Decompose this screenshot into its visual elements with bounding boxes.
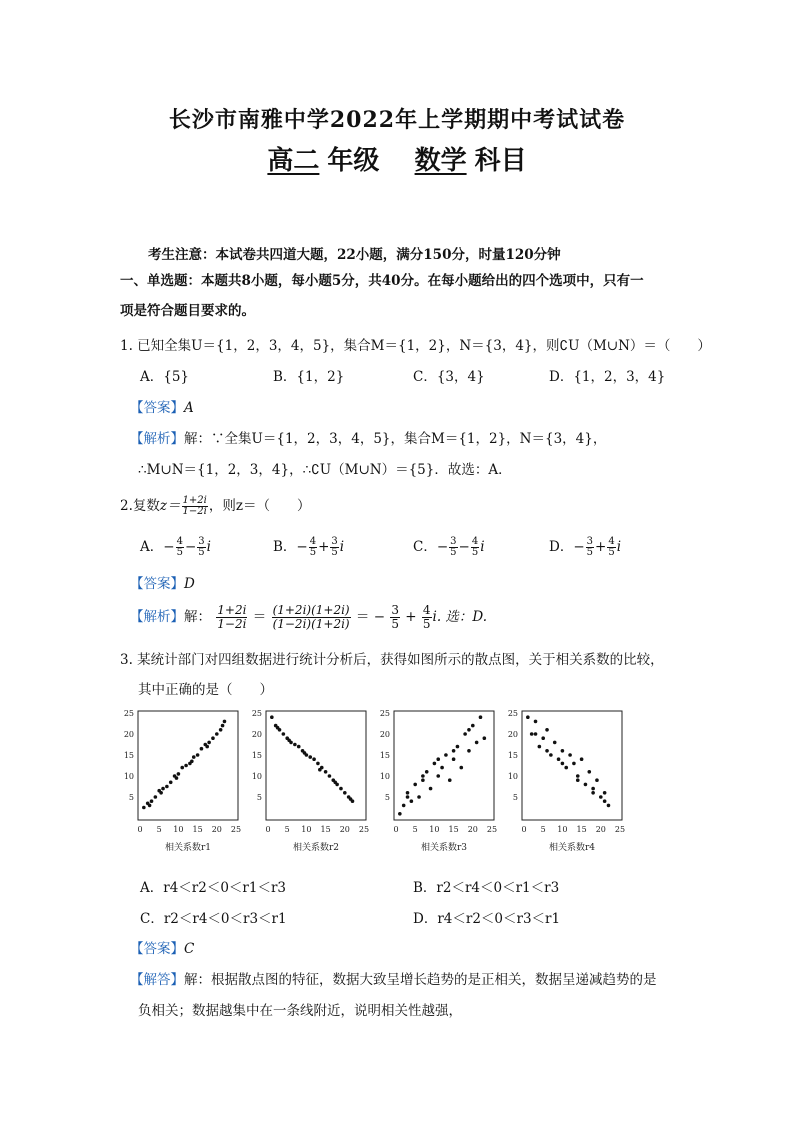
q2-option-label: A．	[140, 539, 164, 555]
q2-option-frac2-num: 4	[608, 536, 615, 547]
q2-option-frac1	[449, 537, 457, 558]
q2-analysis-tag: 【解析】	[130, 609, 184, 625]
y-tick-label: 20	[251, 730, 262, 739]
scatter-point	[456, 745, 460, 749]
q2-option-label: B．	[273, 539, 297, 555]
q1-stem: 1. 已知全集U＝{1，2，3，4，5}，集合M＝{1，2}，N＝{3，4}，则∁U（M∪N）＝（ ）	[120, 338, 711, 354]
q3-option-d: D．r4＜r2＜0＜r3＜r1	[413, 911, 561, 927]
scatter-point	[534, 720, 538, 724]
scatter-point	[406, 791, 410, 795]
x-tick-label: 25	[358, 825, 370, 834]
scatter-point	[436, 774, 440, 778]
scatter-point	[561, 762, 565, 766]
q2-option-frac2-num: 4	[471, 536, 479, 547]
scatter-point	[184, 764, 188, 768]
scatter-point	[429, 787, 433, 791]
q2-analysis-frac4	[422, 604, 432, 631]
q2-answer-value: D	[184, 576, 195, 592]
y-tick-label: 5	[512, 793, 518, 802]
x-tick-label: 20	[467, 825, 478, 834]
scatter-point	[154, 795, 158, 799]
scatter-point	[339, 787, 343, 791]
scatter-point	[303, 751, 307, 755]
scatter-point	[557, 757, 561, 761]
scatter-point	[483, 736, 487, 740]
q2-analysis-prefix: 解：	[184, 609, 211, 625]
scatter-point	[410, 799, 414, 803]
q1-option-b: B．{1，2}	[273, 369, 345, 385]
q3-stem-line2: 其中正确的是（ ）	[138, 682, 273, 698]
plot-frame	[522, 711, 622, 820]
grade-suffix: 年级	[327, 146, 380, 176]
q1-answer-value: A	[184, 400, 194, 416]
q2-option-i: i	[206, 539, 211, 555]
x-tick-label: 0	[521, 825, 527, 834]
q2-option-frac1	[176, 537, 184, 558]
scatter-point	[297, 745, 301, 749]
x-tick-label: 5	[284, 825, 290, 834]
q3-option-c: C．r2＜r4＜0＜r3＜r1	[140, 911, 287, 927]
q2-analysis-suffix: i. 选：D.	[432, 609, 488, 625]
scatter-point	[175, 776, 179, 780]
q2-option-frac2	[471, 537, 479, 558]
x-tick-label: 5	[540, 825, 546, 834]
q2-analysis-frac3-den: 5	[391, 617, 399, 631]
y-tick-label: 15	[507, 751, 518, 760]
x-tick-label: 0	[137, 825, 143, 834]
q2-analysis-frac2-den: (1−2i)(1+2i)	[272, 617, 350, 631]
scatter-point	[421, 778, 425, 782]
q2-option-frac1	[309, 537, 317, 558]
y-tick-label: 25	[379, 709, 390, 718]
q3-answer	[130, 937, 194, 957]
exam-notice: 考生注意：本试卷共四道大题，22小题，满分150分，时量120分钟	[148, 247, 561, 263]
q2-option-i: i	[339, 539, 345, 555]
scatter-point	[591, 787, 595, 791]
q2-option-label: C．	[413, 539, 437, 555]
q2-option-op: +	[318, 539, 330, 555]
q1-analysis-line1	[130, 427, 606, 447]
y-tick-label: 15	[123, 751, 134, 760]
q2-option-label: D．	[549, 539, 574, 555]
scatter-point	[572, 762, 576, 766]
scatter-point	[584, 783, 588, 787]
scatter-point	[219, 728, 223, 732]
scatter-point	[534, 732, 538, 736]
q2-analysis-frac1	[216, 604, 247, 631]
q2-option-frac2-den: 5	[471, 547, 479, 558]
scatter-point	[421, 774, 425, 778]
x-tick-label: 15	[576, 825, 587, 834]
q2-option-frac2-den: 5	[331, 547, 338, 558]
scatter-point	[161, 787, 165, 791]
q2-option-sign: −	[573, 539, 585, 555]
grade-value: 高二	[267, 146, 320, 176]
scatter-point	[293, 743, 297, 747]
q2-option-op: +	[595, 539, 607, 555]
x-tick-label: 15	[448, 825, 459, 834]
x-tick-label: 15	[192, 825, 203, 834]
x-tick-label: 5	[156, 825, 162, 834]
scatter-point	[169, 781, 173, 785]
x-axis-label: 相关系数r4	[548, 843, 596, 853]
q2-option-frac2-num: 3	[198, 536, 205, 547]
scatter-point	[316, 762, 320, 766]
scatter-point	[150, 799, 154, 803]
q2-option-frac1	[586, 537, 594, 558]
scatter-point	[312, 757, 316, 761]
q3-answer-value: C	[184, 941, 195, 957]
x-tick-label: 5	[412, 825, 418, 834]
x-tick-label: 25	[614, 825, 626, 834]
scatter-point	[471, 724, 475, 728]
subject-value: 数学	[414, 146, 467, 176]
scatter-point	[413, 783, 417, 787]
x-tick-label: 20	[211, 825, 222, 834]
section1-instruction-line1: 一、单选题：本题共8小题，每小题5分，共40分。在每小题给出的四个选项中，只有一	[120, 273, 644, 289]
x-tick-label: 15	[320, 825, 331, 834]
q2-option-frac1-num: 3	[586, 536, 594, 547]
q1-option-c: C．{3，4}	[413, 369, 485, 385]
q3-option-b: B．r2＜r4＜0＜r1＜r3	[413, 880, 560, 896]
y-tick-label: 25	[251, 709, 262, 718]
section1-instruction-line2: 项是符合题目要求的。	[120, 303, 255, 319]
q3-analysis-line1	[130, 968, 657, 988]
q3-answer-tag: 【答案】	[130, 941, 184, 957]
q2-option-frac1-den: 5	[309, 547, 317, 558]
q2-stem	[120, 494, 310, 517]
q3-analysis-text1: 解：根据散点图的特征，数据大致呈增长趋势的是正相关，数据呈递减趋势的是	[184, 972, 657, 988]
scatter-point	[417, 795, 421, 799]
q2-option-i: i	[480, 539, 485, 555]
scatter-plot-3	[380, 709, 497, 853]
x-tick-label: 0	[393, 825, 399, 834]
y-tick-label: 25	[123, 709, 134, 718]
scatter-point	[603, 799, 607, 803]
q2-option-sign: −	[436, 539, 449, 555]
q2-stem-z: z＝	[159, 498, 181, 514]
x-tick-label: 10	[173, 825, 184, 834]
q2-option-c	[413, 535, 485, 558]
y-tick-label: 20	[507, 730, 518, 739]
y-tick-label: 20	[123, 730, 134, 739]
q2-option-b	[273, 535, 344, 558]
scatter-point	[595, 778, 599, 782]
scatter-point	[270, 715, 274, 719]
scatter-point	[282, 732, 286, 736]
scatter-point	[324, 770, 328, 774]
q3-stem-line1: 3. 某统计部门对四组数据进行统计分析后，获得如图所示的散点图，关于相关系数的比较，	[120, 652, 664, 668]
scatter-point	[159, 791, 163, 795]
scatter-point	[459, 766, 463, 770]
scatter-point	[276, 726, 280, 730]
scatter-point	[576, 774, 580, 778]
scatter-point	[564, 766, 568, 770]
q1-analysis-line2: ∴M∪N＝{1，2，3，4}，∴∁U（M∪N）＝{5}．故选：A．	[138, 462, 512, 478]
x-tick-label: 10	[429, 825, 440, 834]
scatter-point	[436, 757, 440, 761]
scatter-point	[192, 755, 196, 759]
q2-option-sign: −	[296, 539, 308, 555]
scatter-point	[343, 791, 347, 795]
scatter-point	[452, 757, 456, 761]
scatter-point	[467, 749, 471, 753]
y-tick-label: 5	[128, 793, 134, 802]
q2-analysis-frac2	[272, 604, 351, 631]
q1-analysis-text1: 解：∵全集U＝{1，2，3，4，5}，集合M＝{1，2}，N＝{3，4}，	[184, 431, 607, 447]
y-tick-label: 25	[507, 709, 518, 718]
q1-analysis-tag: 【解析】	[130, 431, 184, 447]
scatter-plot-2	[252, 709, 369, 853]
q2-stem-den: 1−2i	[182, 506, 207, 517]
q2-analysis-frac4-den: 5	[422, 617, 431, 631]
x-axis-label: 相关系数r1	[164, 843, 212, 853]
scatter-point	[148, 804, 152, 808]
y-tick-label: 10	[507, 772, 518, 781]
scatter-point	[526, 715, 530, 719]
q1-option-a: A．{5}	[140, 369, 190, 385]
scatter-point	[452, 749, 456, 753]
scatter-point	[530, 732, 534, 736]
q2-option-frac2	[197, 537, 205, 558]
scatter-plot-4	[508, 709, 625, 853]
scatter-point	[349, 797, 353, 801]
x-tick-label: 20	[339, 825, 350, 834]
q2-option-op: −	[458, 539, 470, 555]
q2-option-frac1-num: 4	[309, 536, 317, 547]
scatter-point	[402, 804, 406, 808]
q2-stem-suffix: ，则z＝（ ）	[208, 498, 311, 514]
q2-option-frac2-den: 5	[198, 547, 205, 558]
scatter-point	[425, 770, 429, 774]
scatter-point	[568, 753, 572, 757]
scatter-plot-1	[124, 709, 241, 853]
x-axis-label: 相关系数r3	[420, 843, 468, 853]
q2-option-frac1-num: 4	[176, 536, 183, 547]
scatter-point	[333, 781, 337, 785]
scatter-point	[538, 745, 542, 749]
plot-frame	[394, 711, 494, 820]
q2-analysis-frac3-num: 3	[391, 603, 399, 617]
scatter-point	[406, 795, 410, 799]
y-tick-label: 20	[379, 730, 390, 739]
y-tick-label: 10	[379, 772, 390, 781]
y-tick-label: 5	[384, 793, 390, 802]
q2-option-frac1-den: 5	[450, 547, 457, 558]
scatter-point	[221, 724, 225, 728]
scatter-point	[541, 736, 545, 740]
q2-analysis-frac4-num: 4	[422, 603, 431, 617]
q2-analysis: 【解析】解： $\frac{1+2i}{1-2i}$ ＝ $\frac{(1+2i)(1+2i)}{(1-2i)(1+2i)}$ ＝ − $\frac{3}{5}$ + $\frac{4}{5}$ i. 选：D.	[130, 603, 488, 631]
scatter-point	[553, 741, 557, 745]
scatter-point	[599, 795, 603, 799]
q2-analysis-frac3	[390, 604, 400, 631]
scatter-point	[205, 745, 209, 749]
scatter-point	[433, 762, 437, 766]
x-tick-label: 10	[557, 825, 568, 834]
scatter-point	[398, 812, 402, 816]
scatter-point	[207, 741, 211, 745]
q3-analysis-line2: 负相关；数据越集中在一条线附近，说明相关性越强，	[138, 1003, 462, 1019]
y-tick-label: 5	[256, 793, 262, 802]
scatter-point	[196, 753, 200, 757]
exam-school-title: 长沙市南雅中学2022年上学期期中考试试卷	[168, 107, 626, 133]
q2-analysis-frac1-den: 1−2i	[217, 617, 247, 631]
x-tick-label: 20	[595, 825, 606, 834]
x-tick-label: 25	[230, 825, 242, 834]
scatter-point	[463, 732, 467, 736]
subject-suffix: 科目	[474, 146, 527, 176]
scatter-point	[287, 739, 291, 743]
scatter-point	[308, 755, 312, 759]
scatter-point	[448, 778, 452, 782]
scatter-point	[215, 732, 219, 736]
scatter-plots-figure	[110, 705, 650, 860]
scatter-point	[467, 728, 471, 732]
exam-subject-title	[0, 140, 794, 177]
q2-answer-tag: 【答案】	[130, 576, 184, 592]
scatter-point	[180, 766, 184, 770]
y-tick-label: 10	[123, 772, 134, 781]
scatter-point	[603, 791, 607, 795]
q2-option-op: −	[184, 539, 197, 555]
q2-analysis-frac1-num: 1+2i	[217, 603, 247, 617]
scatter-point	[177, 772, 181, 776]
scatter-point	[328, 774, 332, 778]
scatter-point	[142, 806, 146, 810]
scatter-point	[545, 749, 549, 753]
scatter-point	[576, 778, 580, 782]
plot-frame	[266, 711, 366, 820]
scatter-point	[549, 753, 553, 757]
q3-option-a: A．r4＜r2＜0＜r1＜r3	[140, 880, 287, 896]
scatter-point	[591, 791, 595, 795]
q2-answer	[130, 572, 195, 592]
q2-analysis-frac2-num: (1+2i)(1+2i)	[272, 603, 350, 617]
x-tick-label: 25	[486, 825, 498, 834]
scatter-point	[475, 741, 479, 745]
q2-stem-fraction	[182, 496, 208, 517]
scatter-point	[200, 747, 204, 751]
scatter-point	[444, 753, 448, 757]
q2-option-sign: −	[163, 539, 175, 555]
q1-answer-tag: 【答案】	[130, 400, 184, 416]
q2-option-frac1-num: 3	[450, 536, 457, 547]
scatter-point	[561, 749, 565, 753]
q2-option-frac2-num: 3	[331, 536, 338, 547]
y-tick-label: 10	[251, 772, 262, 781]
scatter-point	[165, 785, 169, 789]
q2-option-frac2	[330, 537, 338, 558]
q2-option-i: i	[616, 539, 622, 555]
q3-analysis-tag: 【解答】	[130, 972, 184, 988]
plot-frame	[138, 711, 238, 820]
q2-option-d	[549, 535, 621, 558]
y-tick-label: 15	[379, 751, 390, 760]
scatter-point	[190, 760, 194, 764]
scatter-point	[580, 757, 584, 761]
q2-option-a	[140, 535, 211, 558]
q1-answer	[130, 396, 194, 416]
scatter-point	[440, 766, 444, 770]
scatter-point	[545, 728, 549, 732]
x-tick-label: 10	[301, 825, 312, 834]
scatter-point	[607, 804, 611, 808]
scatter-point	[223, 720, 227, 724]
y-tick-label: 15	[251, 751, 262, 760]
x-axis-label: 相关系数r2	[292, 843, 340, 853]
q2-stem-prefix: 2.复数	[120, 498, 160, 514]
x-tick-label: 0	[265, 825, 271, 834]
q2-option-frac2	[607, 537, 615, 558]
q2-option-frac2-den: 5	[608, 547, 615, 558]
scatter-point	[318, 768, 322, 772]
q1-option-d: D．{1，2，3，4}	[549, 369, 666, 385]
scatter-point	[587, 770, 591, 774]
q2-option-frac1-den: 5	[176, 547, 183, 558]
scatter-point	[479, 715, 483, 719]
scatter-point	[211, 736, 215, 740]
q2-analysis-result: ＝ −	[355, 609, 386, 625]
q2-option-frac1-den: 5	[586, 547, 594, 558]
q2-stem-num: 1+2i	[182, 495, 207, 506]
